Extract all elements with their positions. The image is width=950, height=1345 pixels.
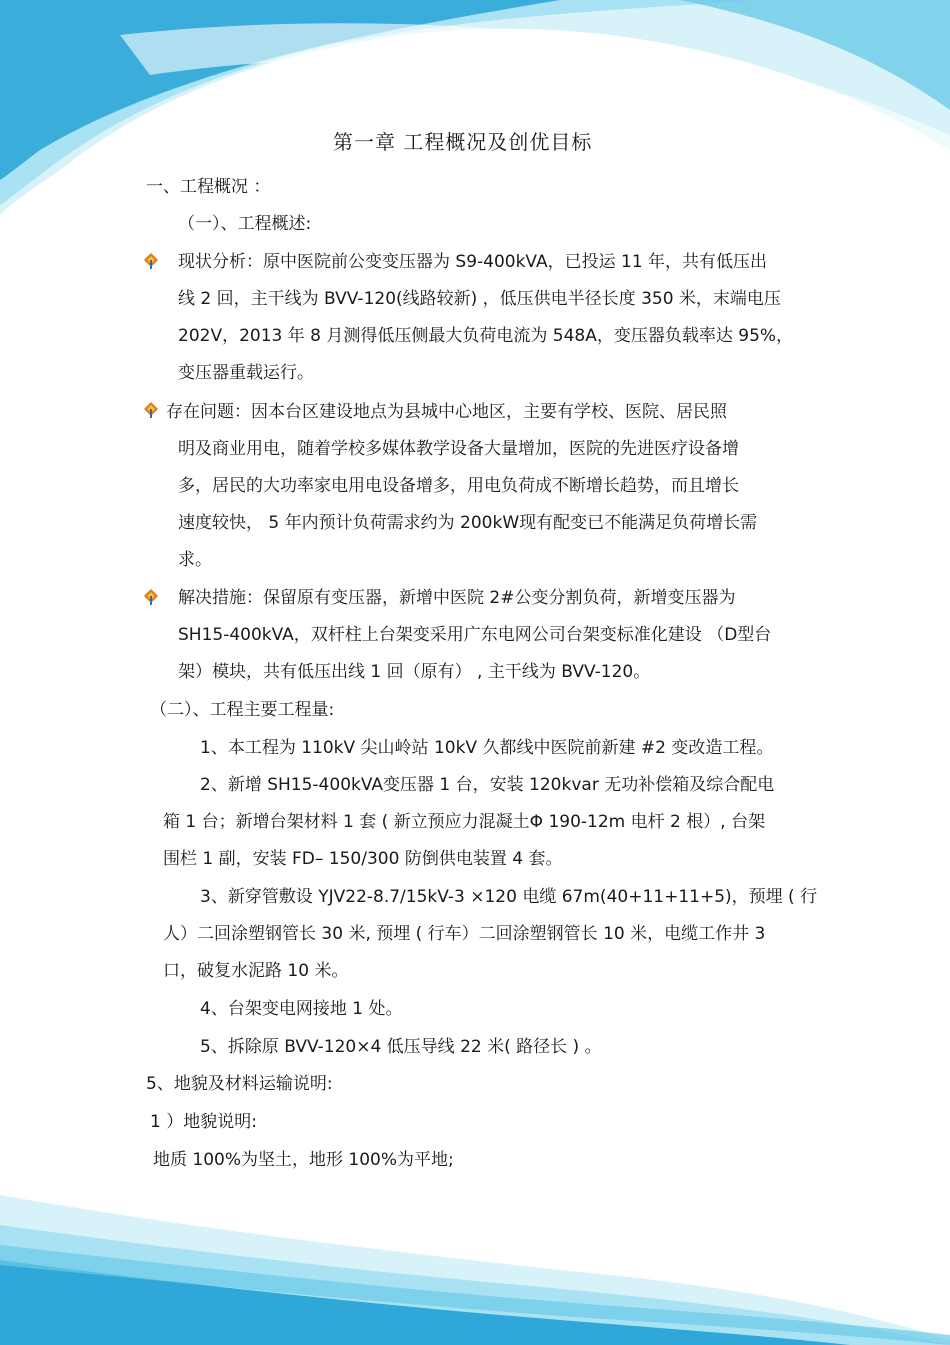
list-item: 2、新增 SH15-400kVA变压器 1 台，安装 120kvar 无功补偿箱及综合配电 <box>200 775 775 795</box>
paragraph-line: SH15-400kVA，双杆柱上台架变采用广东电网公司台架变标准化建设 （D型台 <box>178 625 772 645</box>
paragraph-line: 现状分析：原中医院前公变变压器为 S9-400kVA，已投运 11 年，共有低压出 <box>178 252 768 272</box>
paragraph-line: 口，破复水泥路 10 米。 <box>163 961 349 981</box>
section-heading-overview: 一、工程概况 ： <box>146 177 271 197</box>
paragraph-line: 速度较快， 5 年内预计负荷需求约为 200kW现有配变已不能满足负荷增长需 <box>178 513 758 533</box>
subsection-heading-terrain: 1 ）地貌说明: <box>150 1112 257 1132</box>
paragraph-line: 存在问题：因本台区建设地点为县城中心地区，主要有学校、医院、居民照 <box>166 402 727 422</box>
list-item: 4、台架变电网接地 1 处。 <box>200 999 403 1019</box>
paragraph-line: 解决措施：保留原有变压器，新增中医院 2#公变分割负荷，新增变压器为 <box>178 588 736 608</box>
chapter-title: 第一章 工程概况及创优目标 <box>333 130 593 154</box>
paragraph-line: 求。 <box>178 550 212 570</box>
subsection-heading-summary: （一）、工程概述: <box>178 214 312 234</box>
list-item: 1、本工程为 110kV 尖山岭站 10kV 久都线中医院前新建 #2 变改造工程。 <box>200 738 774 758</box>
subsection-heading-quantities: （二）、工程主要工程量: <box>150 700 335 720</box>
diamond-arrow-icon <box>143 402 159 418</box>
paragraph-line: 地质 100%为坚土，地形 100%为平地; <box>153 1150 454 1170</box>
paragraph-line: 202V，2013 年 8 月测得低压侧最大负荷电流为 548A，变压器负载率达 95%， <box>178 326 794 346</box>
paragraph-line: 箱 1 台；新增台架材料 1 套 ( 新立预应力混凝土Φ 190-12m 电杆 2 根）, 台架 <box>163 812 766 832</box>
paragraph-line: 明及商业用电，随着学校多媒体教学设备大量增加，医院的先进医疗设备增 <box>178 439 739 459</box>
paragraph-line: 人）二回涂塑钢管长 30 米, 预埋 ( 行车）二回涂塑钢管长 10 米，电缆工作井 3 <box>163 924 766 944</box>
paragraph-line: 多，居民的大功率家电用电设备增多，用电负荷成不断增长趋势，而且增长 <box>178 476 739 496</box>
section-heading-terrain: 5、地貌及材料运输说明: <box>146 1074 333 1094</box>
paragraph-line: 变压器重载运行。 <box>178 363 314 383</box>
paragraph-line: 线 2 回，主干线为 BVV-120(线路较新) ，低压供电半径长度 350 米，末端电压 <box>178 289 781 309</box>
paragraph-line: 围栏 1 副，安装 FD– 150/300 防倒供电装置 4 套。 <box>163 849 563 869</box>
list-item: 5、拆除原 BVV-120×4 低压导线 22 米( 路径长 ) 。 <box>200 1037 602 1057</box>
paragraph-line: 架）模块，共有低压出线 1 回（原有） , 主干线为 BVV-120。 <box>178 662 651 682</box>
diamond-arrow-icon <box>143 589 159 605</box>
diamond-arrow-icon <box>143 253 159 269</box>
list-item: 3、新穿管敷设 YJV22-8.7/15kV-3 ×120 电缆 67m(40+11+11+5)，预埋 ( 行 <box>200 887 818 907</box>
